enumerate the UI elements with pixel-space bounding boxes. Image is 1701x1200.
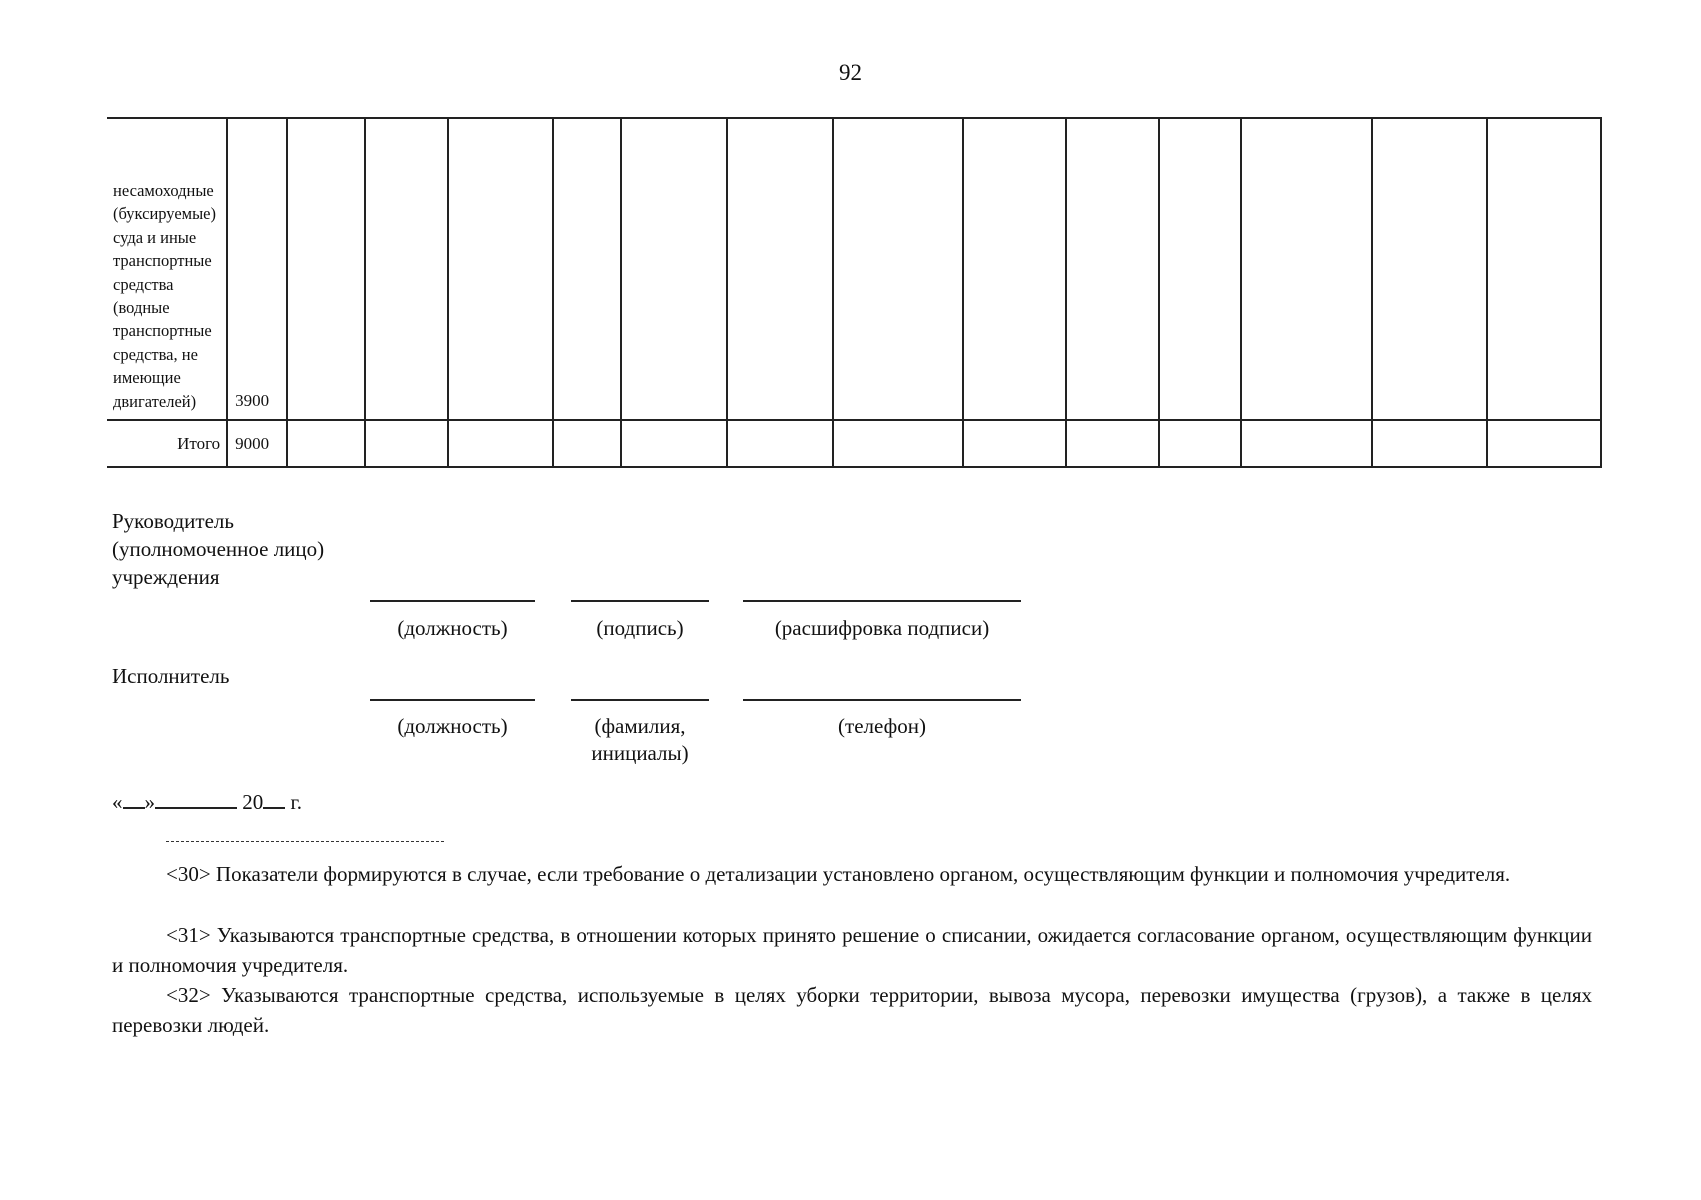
date-line (112, 789, 302, 815)
footnote-31: <31> Указываются транспортные средства, в отношении которых принято решение о списании, ожидается согласование органом, осуществляющим функции и полномочия учредителя. (112, 923, 1592, 977)
table-cell (1241, 118, 1371, 420)
page-number: 92 (839, 60, 862, 85)
head-label: Руководитель (уполномоченное лицо) учреждения (112, 509, 325, 589)
table-cell (621, 118, 727, 420)
table-cell (963, 118, 1066, 420)
footnote-30: <30> Показатели формируются в случае, если требование о детализации установлено органом, осуществляющим функции и полномочия учредителя. (166, 862, 1511, 886)
day-blank (123, 789, 145, 809)
caption-signature: (подпись) (596, 616, 684, 640)
signature-line (370, 600, 535, 602)
year-blank (263, 789, 285, 809)
total-code: 9000 (227, 420, 287, 467)
table-cell (553, 420, 621, 467)
table-cell (1372, 118, 1487, 420)
table-cell (1372, 420, 1487, 467)
signature-line (743, 699, 1021, 701)
table-cell (833, 118, 963, 420)
table-cell (448, 118, 553, 420)
table-cell (1487, 420, 1601, 467)
table-cell (621, 420, 727, 467)
table-cell (1159, 118, 1241, 420)
month-blank (155, 789, 237, 809)
table-cell (1066, 118, 1159, 420)
caption-name-initials: (фамилия, инициалы) (591, 714, 689, 765)
table-cell (1159, 420, 1241, 467)
table-cell (365, 420, 449, 467)
total-label: Итого (107, 420, 227, 467)
table-cell (448, 420, 553, 467)
table-cell (1066, 420, 1159, 467)
table-cell (1241, 420, 1371, 467)
year-prefix: 20 (242, 790, 264, 814)
year-suffix: г. (290, 790, 302, 814)
executor-label: Исполнитель (112, 664, 230, 688)
table-cell (1487, 118, 1601, 420)
caption-position: (должность) (397, 616, 508, 640)
signature-line (743, 600, 1021, 602)
table-cell (727, 420, 833, 467)
caption-signature-decoding: (расшифровка подписи) (774, 616, 990, 640)
footnote-32: <32> Указываются транспортные средства, используемые в целях уборки территории, вывоза мусора, перевозки имущества (грузов), а также в целях перевозки людей. (112, 983, 1592, 1037)
table-cell (287, 118, 364, 420)
table-row-total (107, 420, 1601, 467)
row-code: 3900 (227, 118, 287, 420)
table-cell (963, 420, 1066, 467)
table-cell (727, 118, 833, 420)
row-label: несамоходные (буксируемые) суда и иные транспортные средства (водные транспортные средства, не имеющие двигателей) (107, 118, 227, 420)
caption-phone: (телефон) (838, 714, 926, 738)
caption-position: (должность) (397, 714, 508, 738)
signature-line (571, 600, 709, 602)
date-open-quote: « (112, 790, 123, 814)
table-cell (553, 118, 621, 420)
table-row (107, 118, 1601, 420)
table-cell (833, 420, 963, 467)
signature-line (370, 699, 535, 701)
report-table (107, 117, 1602, 468)
signature-line (571, 699, 709, 701)
footnote-separator (166, 841, 444, 842)
table-cell (287, 420, 364, 467)
table-cell (365, 118, 449, 420)
date-close-quote: » (144, 790, 155, 814)
